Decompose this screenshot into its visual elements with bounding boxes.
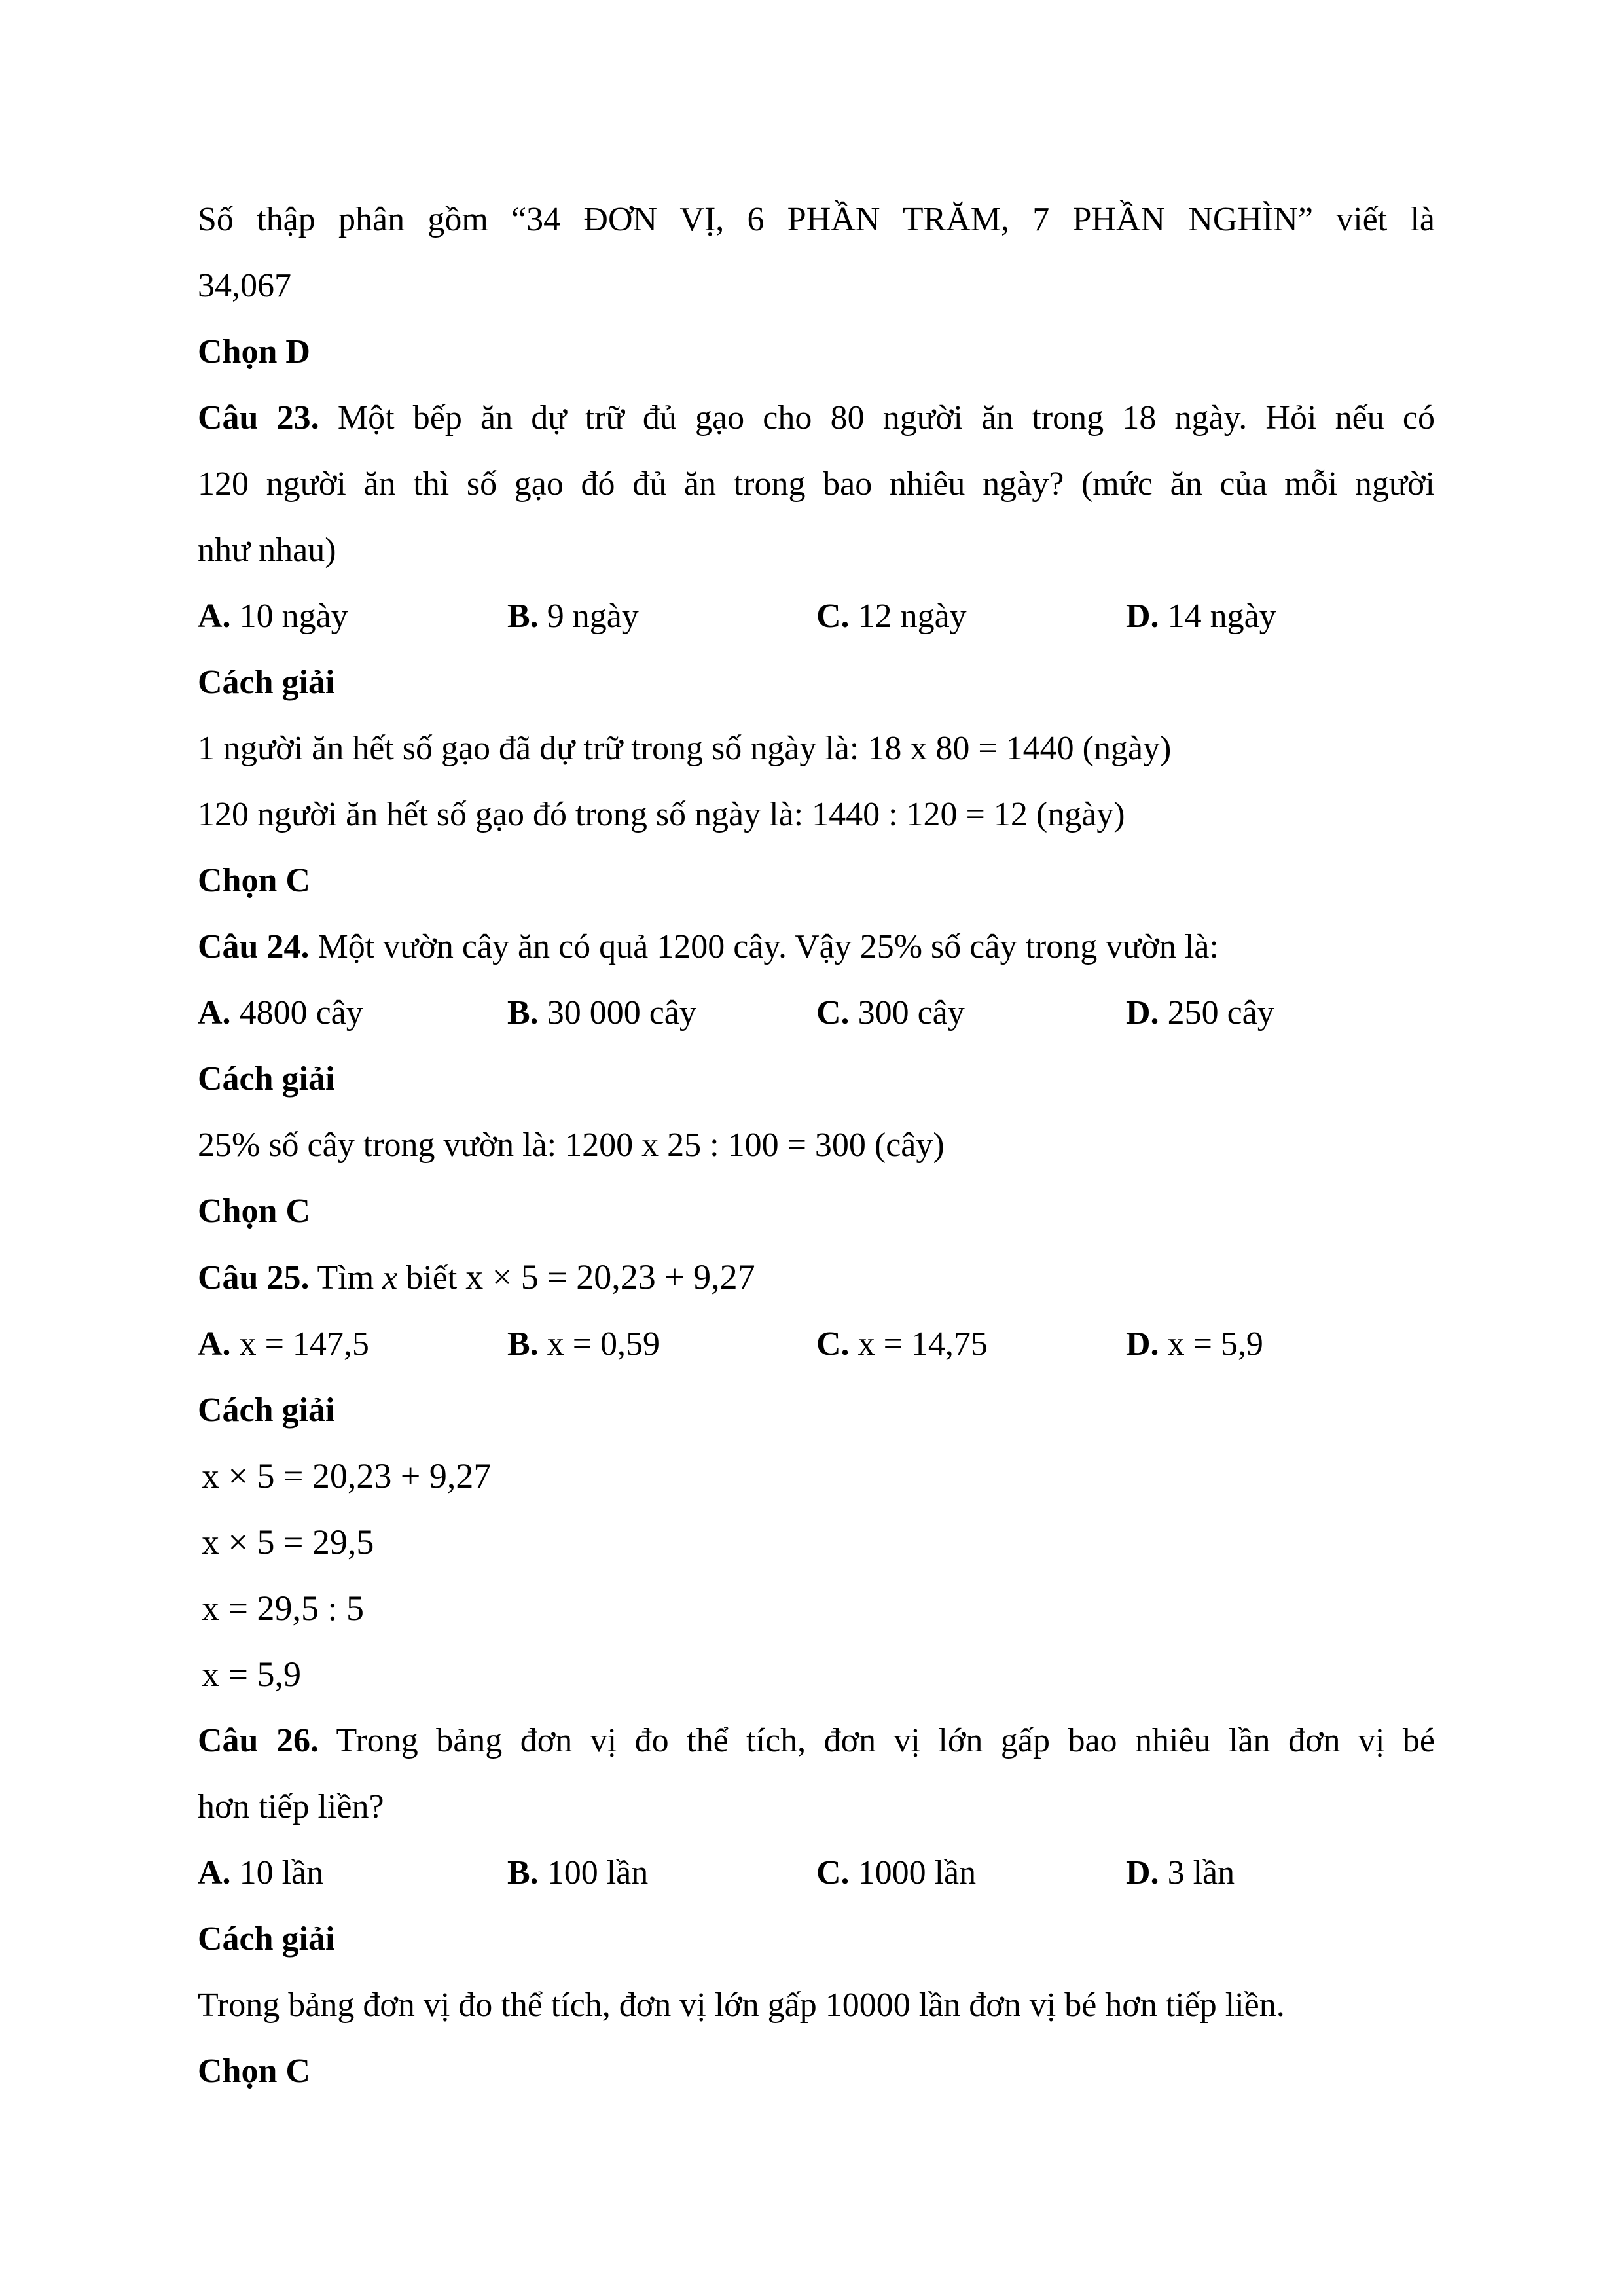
q25-label: Câu 25. [198,1259,310,1297]
q24-option-d: D. 250 cây [1126,994,1274,1031]
q26-option-d: D. 3 lần [1126,1854,1235,1892]
q26-text-1: Trong bảng đơn vị đo thể tích, đơn vị lớn gấp bao nhiêu lần đơn vị bé [318,1722,1435,1759]
q25-variable: x [382,1259,398,1297]
q24-label: Câu 24. [198,928,310,965]
q23-line-3: như nhau) [198,531,336,569]
intro-line-1: Số thập phân gồm “34 ĐƠN VỊ, 6 PHẦN TRĂM, 7 PHẦN NGHÌN” viết là [198,201,1435,238]
document-page [198,187,1435,2104]
q24-text-1: Một vườn cây ăn có quả 1200 cây. Vậy 25% số cây trong vườn là: [309,928,1219,965]
q25-line-1 [198,1244,1435,1311]
q23-answer: Chọn C [198,862,310,899]
q26-label: Câu 26. [198,1722,319,1759]
q24-line-1 [198,914,1435,980]
q24-solution-title: Cách giải [198,1060,335,1098]
q25-equation: x × 5 = 20,23 + 9,27 [465,1257,755,1297]
q26-options [198,1840,1435,1906]
q24-solution-line-1: 25% số cây trong vườn là: 1200 x 25 : 100 = 300 (cây) [198,1126,945,1164]
q23-solution-line-2: 120 người ăn hết số gạo đó trong số ngày là: 1440 : 120 = 12 (ngày) [198,796,1125,833]
q25-option-d: D. x = 5,9 [1126,1325,1263,1363]
q23-label: Câu 23. [198,399,319,437]
q23-option-d: D. 14 ngày [1126,598,1276,635]
q24-options [198,980,1435,1046]
q23-solution-title: Cách giải [198,664,335,701]
q24-option-c: C. 300 cây [816,994,965,1031]
q25-prefix: Tìm [309,1259,383,1297]
q26-solution-title: Cách giải [198,1920,335,1958]
q26-option-c: C. 1000 lần [816,1854,977,1892]
q23-line-1 [198,385,1435,451]
q26-option-b: B. 100 lần [507,1854,649,1892]
q26-option-a: A. 10 lần [198,1854,324,1892]
q23-option-a: A. 10 ngày [198,598,348,635]
intro-answer: Chọn D [198,333,310,370]
q26-solution-line-1: Trong bảng đơn vị đo thể tích, đơn vị lớn gấp 10000 lần đơn vị bé hơn tiếp liền. [198,1986,1285,2024]
q26-line-2: hơn tiếp liền? [198,1788,384,1825]
q25-options [198,1311,1435,1377]
q25-option-b: B. x = 0,59 [507,1325,660,1363]
q25-step-4: x = 5,9 [202,1655,301,1694]
q25-mid: biết [397,1259,466,1297]
q25-solution-title: Cách giải [198,1391,335,1429]
q25-option-c: C. x = 14,75 [816,1325,988,1363]
intro-line-2: 34,067 [198,267,291,304]
q25-step-3: x = 29,5 : 5 [202,1588,364,1628]
q25-step-2: x × 5 = 29,5 [202,1522,374,1562]
q23-line-2: 120 người ăn thì số gạo đó đủ ăn trong bao nhiêu ngày? (mức ăn của mỗi người [198,465,1435,503]
q23-options [198,583,1435,649]
q25-step-1: x × 5 = 20,23 + 9,27 [202,1456,492,1496]
q26-line-1 [198,1708,1435,1774]
q25-option-a: A. x = 147,5 [198,1325,369,1363]
q26-answer: Chọn C [198,2053,310,2090]
q24-option-b: B. 30 000 cây [507,994,696,1031]
q24-answer: Chọn C [198,1193,310,1230]
q23-option-b: B. 9 ngày [507,598,639,635]
q23-text-1: Một bếp ăn dự trữ đủ gạo cho 80 người ăn trong 18 ngày. Hỏi nếu có [319,399,1435,437]
q24-option-a: A. 4800 cây [198,994,363,1031]
q23-solution-line-1: 1 người ăn hết số gạo đã dự trữ trong số ngày là: 18 x 80 = 1440 (ngày) [198,730,1172,767]
q23-option-c: C. 12 ngày [816,598,967,635]
